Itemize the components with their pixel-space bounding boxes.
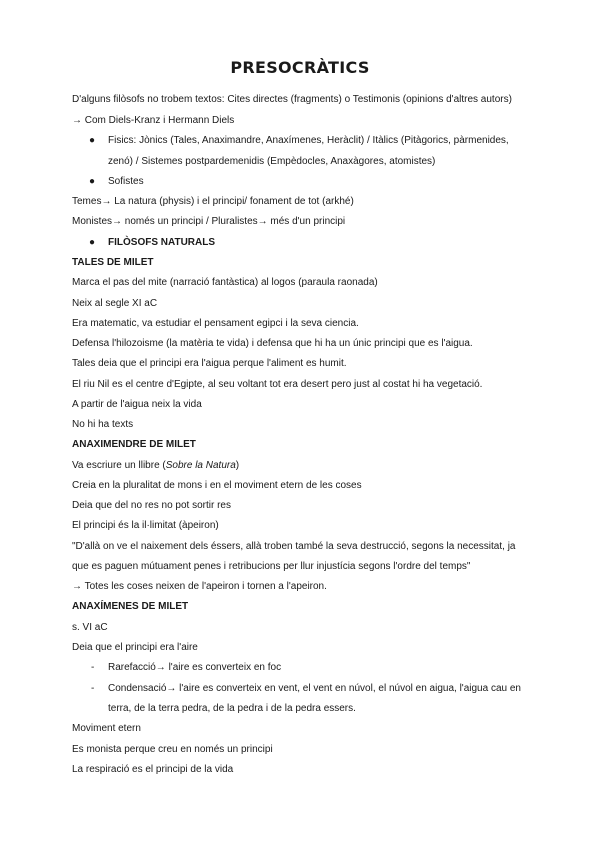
anaximenes-line: Es monista perque creu en només un principi [72,744,273,755]
tales-line: El riu Nil es el centre d'Egipte, al seu voltant tot era desert pero just al costat hi ha vegetació. [72,379,483,390]
bullet-glyph: ● [89,237,96,248]
tales-line: Defensa l'hilozoisme (la matèria te vida) i defensa que hi ha un únic principi que es l'aigua. [72,338,473,349]
anaximenes-line: Moviment etern [72,723,141,734]
anaximandre-line: El principi és la il·limitat (àpeiron) [72,520,219,531]
anaximandre-book-line [72,459,239,472]
bullet-glyph: ● [89,135,96,146]
bullet-sofistes: Sofistes [108,176,144,187]
anaximandre-line: Deia que del no res no pot sortir res [72,500,231,511]
filosofs-naturals-heading: FILÒSOFS NATURALS [108,237,216,248]
tales-line: Tales deia que el principi era l'aigua perque l'aliment es humit. [72,358,347,369]
condensacio-item-line-1: Condensació→ l'aire es converteix en vent, el vent en núvol, el núvol en aigua, l'aigua cau en [108,683,521,694]
bullet-glyph: ● [89,176,96,187]
dash-marker: - [91,662,95,673]
book-prefix: Va escriure un llibre ( [72,460,166,471]
monistes-line: Monistes→ només un principi / Pluralistes→ més d'un principi [72,216,346,227]
bullet-fisics-line-2: zenó) / Sistemes postpardemenidis (Empèdocles, Anaxàgores, atomistes) [108,156,436,167]
dash-marker: - [91,683,95,694]
intro-line-1: D'alguns filòsofs no trobem textos: Cites directes (fragments) o Testimonis (opinions d'altres autors) [72,94,512,105]
temes-line: Temes→ La natura (physis) i el principi/ fonament de tot (arkhé) [72,196,354,207]
tales-heading: TALES DE MILET [72,257,154,268]
bullet-fisics-line-1: Fisics: Jònics (Tales, Anaximandre, Anaxímenes, Heràclit) / Itàlics (Pitàgorics, pàrmenides, [108,135,509,146]
page-title: PRESOCRÀTICS [230,58,370,77]
anaximenes-century: s. VI aC [72,622,108,633]
anaximandre-quote-line-2: que es paguen mútuament penes i retribucions per llur injustícia segons l'ordre del temps" [72,561,471,572]
tales-line: Marca el pas del mite (narració fantàstica) al logos (paraula raonada) [72,277,378,288]
book-title: Sobre la Natura [165,460,236,471]
tales-line: Era matematic, va estudiar el pensament egipci i la seva ciencia. [72,318,359,329]
anaximandre-arrow-line: → Totes les coses neixen de l'apeiron i tornen a l'apeiron. [72,581,327,592]
anaximandre-quote-line-1: "D'allà on ve el naixement dels éssers, allà troben també la seva destrucció, segons la necessitat, ja [72,541,516,552]
intro-line-2: → Com Diels-Kranz i Hermann Diels [72,115,235,126]
anaximenes-heading: ANAXÍMENES DE MILET [72,601,189,612]
book-suffix: ) [235,460,240,471]
anaximenes-line: La respiració es el principi de la vida [72,764,234,775]
tales-line: Neix al segle XI aC [72,298,158,309]
anaximenes-principle: Deia que el principi era l'aire [72,642,198,653]
rarefaccio-item: Rarefacció→ l'aire es converteix en foc [108,662,282,673]
anaximandre-heading: ANAXIMENDRE DE MILET [72,439,196,450]
tales-line: No hi ha texts [72,419,134,430]
anaximandre-line: Creia en la pluralitat de mons i en el moviment etern de les coses [72,480,362,491]
tales-line: A partir de l'aigua neix la vida [72,399,202,410]
condensacio-item-line-2: terra, de la terra pedra, de la pedra i de la pedra essers. [108,703,356,714]
